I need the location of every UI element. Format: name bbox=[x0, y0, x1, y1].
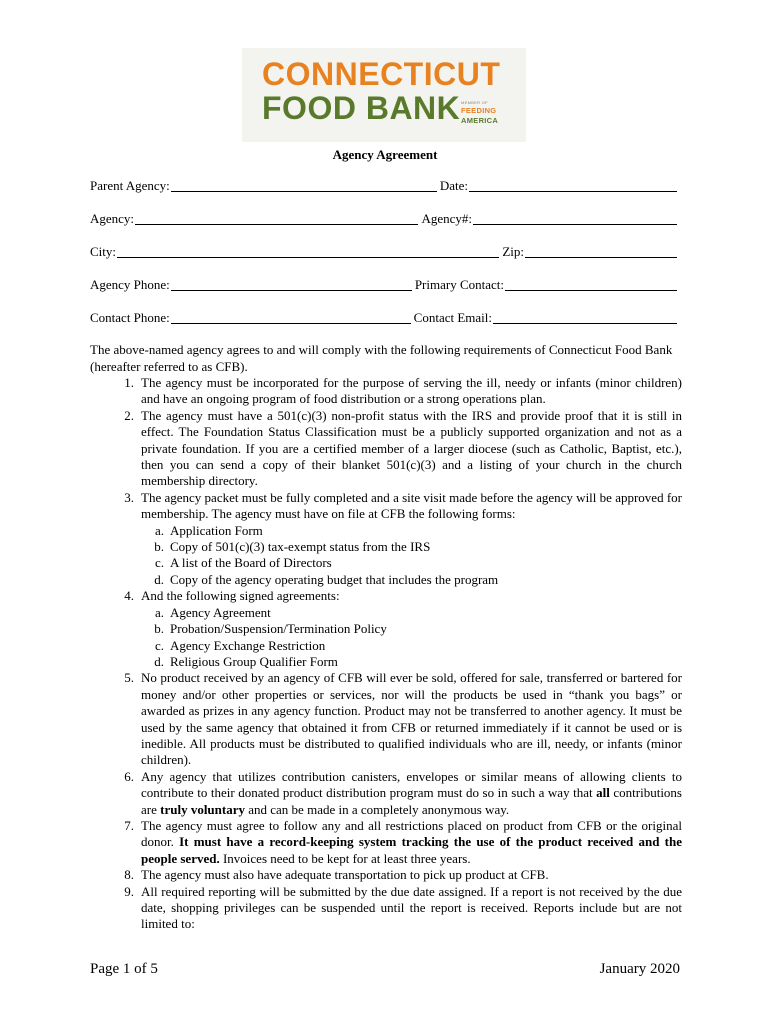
list-text bbox=[135, 769, 682, 818]
sub-text: A list of the Board of Directors bbox=[170, 555, 332, 571]
text-run: Invoices need to be kept for at least three years. bbox=[219, 850, 471, 866]
list-text: The agency packet must be fully completed and a site visit made before the agency will be approved for membership. The agency must have on file at CFB the following forms: bbox=[141, 489, 682, 522]
text-run: and can be made in a completely anonymous way. bbox=[245, 801, 510, 817]
sub-item bbox=[142, 621, 682, 637]
list-number: 5. bbox=[124, 670, 134, 686]
city-input[interactable] bbox=[117, 244, 499, 258]
sub-letter: a. bbox=[154, 604, 164, 620]
contact-phone-label: Contact Phone: bbox=[90, 310, 170, 325]
logo-text-connecticut: CONNECTICUT bbox=[262, 56, 501, 92]
sub-item bbox=[142, 572, 682, 588]
list-text: The agency must have a 501(c)(3) non-profit status with the IRS and provide proof that it is still in effect. The Foundation Status Classification must be a publicly supported organization and not as a private foundation. If you are a certified member of a larger diocese (such as Catholic, Baptist, etc.), then you can send a copy of their blanket 501(c)(3) and a listing of your church in the church membership directory. bbox=[141, 407, 682, 489]
field-row-parent-agency bbox=[90, 178, 680, 194]
list-number: 6. bbox=[124, 768, 134, 784]
agency-phone-input[interactable] bbox=[171, 277, 412, 291]
logo-member-of: MEMBER OF bbox=[461, 100, 488, 105]
sub-text: Probation/Suspension/Termination Policy bbox=[170, 621, 387, 637]
logo-feeding: FEEDING bbox=[461, 106, 497, 115]
primary-contact-input[interactable] bbox=[505, 277, 677, 291]
zip-input[interactable] bbox=[525, 244, 677, 258]
city-label: City: bbox=[90, 244, 117, 259]
contact-phone-input[interactable] bbox=[171, 310, 411, 324]
sub-text: Agency Agreement bbox=[170, 604, 271, 620]
date-label: Date: bbox=[439, 178, 468, 193]
agency-input[interactable] bbox=[135, 211, 418, 225]
text-run: Any agency that utilizes contribution canisters, envelopes or similar means of allowing clients to contribute to their donated product distribution program must do so in such a way that bbox=[141, 768, 682, 801]
sub-item bbox=[142, 654, 682, 670]
list-item bbox=[90, 670, 682, 768]
parent-agency-input[interactable] bbox=[171, 178, 437, 192]
list-item bbox=[90, 408, 682, 490]
sub-item bbox=[142, 605, 682, 621]
agency-phone-label: Agency Phone: bbox=[90, 277, 170, 292]
list-item bbox=[90, 884, 682, 933]
sub-letter: c. bbox=[154, 555, 164, 571]
sub-letter: c. bbox=[154, 637, 164, 653]
list-number: 8. bbox=[124, 867, 134, 883]
field-row-city bbox=[90, 244, 680, 260]
list-text: The agency must also have adequate transportation to pick up product at CFB. bbox=[141, 867, 549, 883]
list-item bbox=[90, 490, 682, 523]
sub-item bbox=[142, 555, 682, 571]
list-text: And the following signed agreements: bbox=[141, 588, 340, 604]
date-input[interactable] bbox=[469, 178, 677, 192]
sub-letter: b. bbox=[154, 621, 164, 637]
sub-letter: d. bbox=[154, 653, 164, 669]
list-number: 7. bbox=[124, 817, 134, 833]
agency-label: Agency: bbox=[90, 211, 135, 226]
zip-label: Zip: bbox=[502, 244, 524, 259]
contact-email-label: Contact Email: bbox=[413, 310, 492, 325]
contact-email-input[interactable] bbox=[493, 310, 677, 324]
field-row-agency-phone bbox=[90, 277, 680, 293]
text-run: The agency must agree to follow any and all restrictions placed on product from CFB or the original donor. bbox=[141, 817, 682, 850]
sub-item bbox=[142, 523, 682, 539]
list-text: No product received by an agency of CFB will ever be sold, offered for sale, transferred or bartered for money and/or other properties or services, nor will the products be used in “thank you bags” or awarded as prizes in any agency function. Product may not be transferred to another agency. It must be used by the same agency that obtained it from CFB or returned immediately if it cannot be used or is inedible. All products must be distributed to qualified individuals who are ill, needy, or infants (minor children). bbox=[141, 670, 682, 768]
parent-agency-label: Parent Agency: bbox=[90, 178, 170, 193]
list-number: 2. bbox=[124, 407, 134, 423]
sub-item bbox=[142, 539, 682, 555]
field-row-contact-phone bbox=[90, 310, 680, 326]
list-item bbox=[90, 375, 682, 408]
bold-text: all bbox=[596, 785, 610, 801]
list-number: 9. bbox=[124, 883, 134, 899]
bold-text: It must have a record-keeping system tracking the use of the product received and the people served. bbox=[141, 834, 682, 866]
sub-letter: b. bbox=[154, 539, 164, 555]
sub-text: Agency Exchange Restriction bbox=[170, 637, 326, 653]
list-item bbox=[90, 818, 682, 867]
sub-letter: a. bbox=[154, 522, 164, 538]
intro-paragraph: The above-named agency agrees to and will comply with the following requirements of Connecticut Food Bank (hereafter referred to as CFB). bbox=[90, 342, 673, 374]
sub-text: Copy of 501(c)(3) tax-exempt status from the IRS bbox=[170, 539, 431, 555]
sub-text: Copy of the agency operating budget that includes the program bbox=[170, 571, 499, 587]
list-text: The agency must be incorporated for the purpose of serving the ill, needy or infants (minor children) and have an ongoing program of food distribution or a strong operations plan. bbox=[141, 375, 682, 407]
sub-letter: d. bbox=[154, 571, 164, 587]
footer-date: January 2020 bbox=[599, 961, 680, 977]
bold-text: truly voluntary bbox=[160, 801, 245, 817]
primary-contact-label: Primary Contact: bbox=[414, 277, 504, 292]
sub-text: Religious Group Qualifier Form bbox=[170, 653, 338, 669]
list-number: 4. bbox=[124, 588, 134, 604]
list-item bbox=[90, 769, 682, 818]
page-number: Page 1 of 5 bbox=[90, 961, 158, 977]
list-text: All required reporting will be submitted by the due date assigned. If a report is not received by the due date, shopping privileges can be suspended until the report is received. Reports include but are not limited to: bbox=[141, 883, 682, 932]
agency-number-input[interactable] bbox=[473, 211, 677, 225]
list-number: 3. bbox=[124, 489, 134, 505]
logo-america: AMERICA bbox=[461, 116, 499, 125]
sub-item bbox=[142, 638, 682, 654]
page-title: Agency Agreement bbox=[332, 147, 438, 162]
list-item bbox=[90, 588, 682, 604]
list-text bbox=[135, 818, 682, 867]
text-run: contributions are bbox=[141, 785, 682, 817]
field-row-agency bbox=[90, 211, 680, 227]
agency-number-label: Agency#: bbox=[421, 211, 472, 226]
list-item bbox=[90, 867, 682, 883]
sub-text: Application Form bbox=[170, 522, 263, 538]
logo-text-food-bank: FOOD BANK bbox=[262, 90, 461, 126]
list-number: 1. bbox=[124, 375, 134, 390]
requirements-list bbox=[90, 375, 682, 933]
